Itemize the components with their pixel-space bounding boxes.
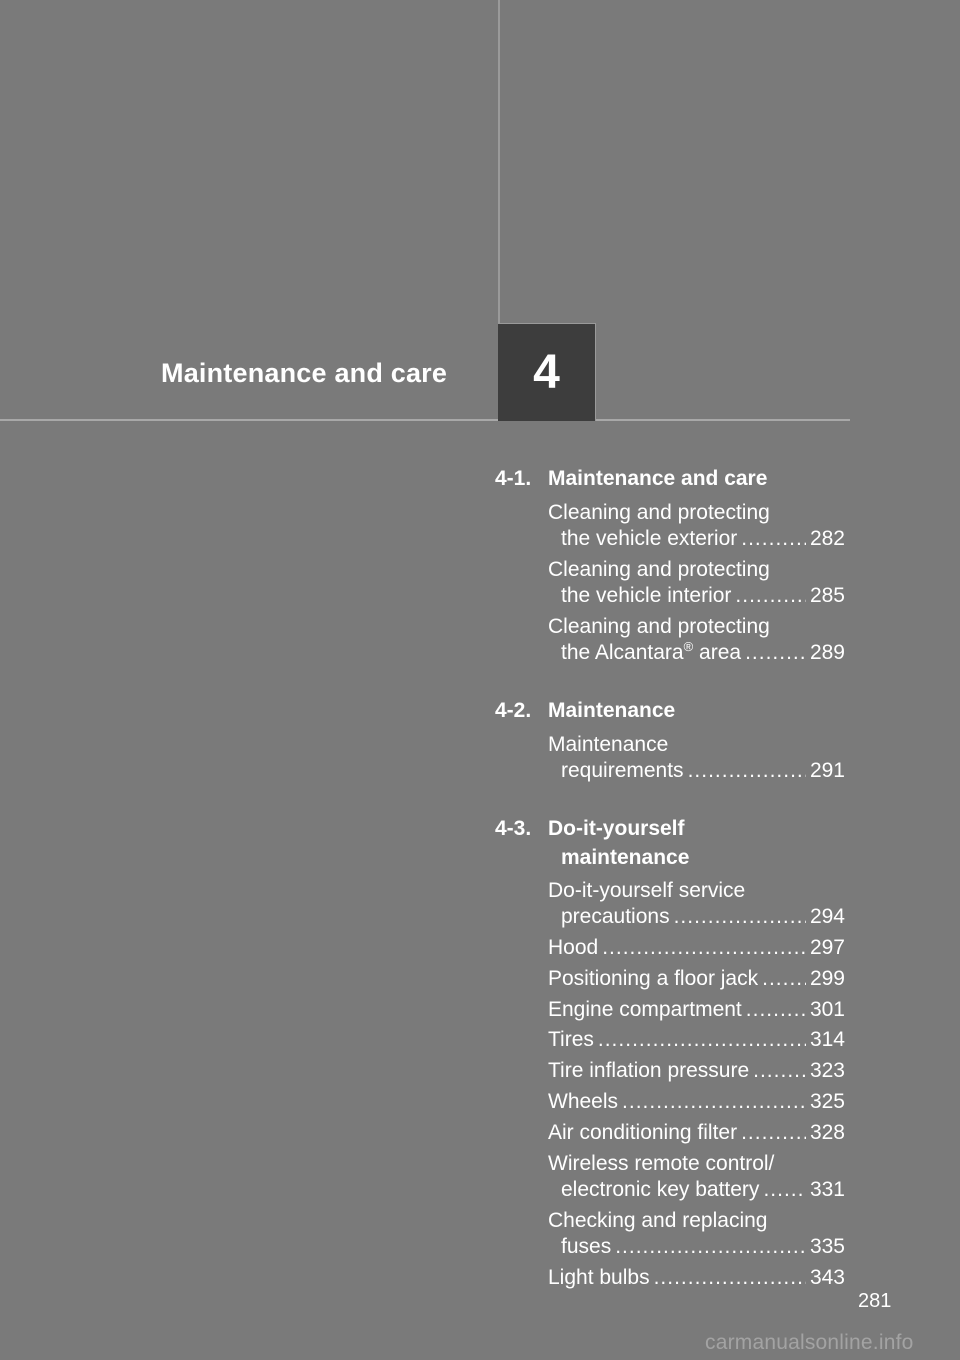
toc-entry[interactable] xyxy=(561,583,845,609)
section-number: 4-3. xyxy=(495,817,532,840)
toc-entry[interactable] xyxy=(548,997,845,1023)
toc-entry-label: Wheels xyxy=(548,1090,619,1113)
toc-entry-line1[interactable]: Maintenance xyxy=(548,733,669,756)
toc-entry-label: Hood xyxy=(548,936,599,959)
toc-page-number: 294 xyxy=(809,905,845,928)
toc-entry[interactable] xyxy=(548,1089,845,1115)
toc-page-number: 343 xyxy=(809,1266,845,1289)
toc-entry-label: Air conditioning filter xyxy=(548,1121,738,1144)
section-title: Maintenance and care xyxy=(548,467,768,490)
toc-entry[interactable] xyxy=(561,758,845,784)
leader-dots xyxy=(602,935,806,961)
leader-dots xyxy=(615,1234,806,1260)
toc-entry-label: requirements xyxy=(561,759,684,782)
toc-entry[interactable] xyxy=(548,935,845,961)
toc-entry[interactable] xyxy=(548,966,845,992)
toc-page-number: 323 xyxy=(809,1059,845,1082)
leader-dots xyxy=(674,904,806,930)
toc-page-number: 301 xyxy=(809,998,845,1021)
toc-page-number: 328 xyxy=(809,1121,845,1144)
leader-dots xyxy=(598,1027,806,1053)
toc-entry[interactable] xyxy=(548,1058,845,1084)
toc-entry-line1[interactable]: Cleaning and protecting xyxy=(548,501,770,524)
toc-entry[interactable] xyxy=(548,1027,845,1053)
chapter-title: Maintenance and care xyxy=(161,358,448,388)
toc-entry[interactable] xyxy=(548,1265,845,1291)
toc-entry[interactable] xyxy=(548,1120,845,1146)
leader-dots xyxy=(763,1177,806,1203)
section-title-cont: maintenance xyxy=(561,846,690,869)
toc-entry-line1[interactable]: Checking and replacing xyxy=(548,1209,768,1232)
leader-dots xyxy=(735,583,806,609)
toc-entry-label-suffix: area xyxy=(693,641,742,664)
toc-entry-label: Tire inflation pressure xyxy=(548,1059,750,1082)
page-number: 281 xyxy=(858,1290,892,1312)
registered-mark: ® xyxy=(683,639,694,654)
chapter-number: 4 xyxy=(533,346,560,399)
toc-entry-label: Tires xyxy=(548,1028,594,1051)
toc-page-number: 297 xyxy=(809,936,845,959)
toc-entry-label: the vehicle interior xyxy=(561,584,732,607)
toc-entry[interactable] xyxy=(561,1177,845,1203)
leader-dots xyxy=(762,966,806,992)
toc-page-number: 314 xyxy=(809,1028,845,1051)
toc-page-number: 285 xyxy=(809,584,845,607)
toc-page-number: 325 xyxy=(809,1090,845,1113)
toc-page-number: 291 xyxy=(809,759,845,782)
toc-entry[interactable] xyxy=(561,1234,845,1260)
toc-page-number: 335 xyxy=(809,1235,845,1258)
toc-entry-line1[interactable]: Do-it-yourself service xyxy=(548,879,746,902)
leader-dots xyxy=(741,1120,806,1146)
toc-entry-label: precautions xyxy=(561,905,670,928)
section-number: 4-2. xyxy=(495,699,532,722)
leader-dots xyxy=(745,640,806,666)
section-title: Maintenance xyxy=(548,699,676,722)
toc-entry-label: fuses xyxy=(561,1235,612,1258)
toc-entry-label xyxy=(561,640,741,666)
section-number: 4-1. xyxy=(495,467,532,490)
toc-entry-label: the vehicle exterior xyxy=(561,527,738,550)
leader-dots xyxy=(746,997,806,1023)
toc-entry-label-text: the Alcantara xyxy=(561,641,684,664)
leader-dots xyxy=(654,1265,806,1291)
toc-page-number: 299 xyxy=(809,967,845,990)
leader-dots xyxy=(753,1058,806,1084)
leader-dots xyxy=(688,758,806,784)
toc-page-number: 289 xyxy=(809,641,845,664)
toc-entry-line1[interactable]: Cleaning and protecting xyxy=(548,615,770,638)
toc-entry-label: electronic key battery xyxy=(561,1178,760,1201)
toc-entry-label: Light bulbs xyxy=(548,1266,650,1289)
section-title: Do-it-yourself xyxy=(548,817,685,840)
toc-entry-label: Positioning a floor jack xyxy=(548,967,759,990)
toc-page-number: 282 xyxy=(809,527,845,550)
leader-dots xyxy=(622,1089,806,1115)
toc-entry[interactable] xyxy=(561,640,845,666)
toc-entry-label: Engine compartment xyxy=(548,998,742,1021)
leader-dots xyxy=(741,526,806,552)
toc-entry[interactable] xyxy=(561,526,845,552)
watermark: carmanualsonline.info xyxy=(705,1331,914,1354)
toc-page-number: 331 xyxy=(809,1178,845,1201)
toc-entry-line1[interactable]: Cleaning and protecting xyxy=(548,558,770,581)
toc-entry-line1[interactable]: Wireless remote control/ xyxy=(548,1152,775,1175)
toc-entry[interactable] xyxy=(561,904,845,930)
